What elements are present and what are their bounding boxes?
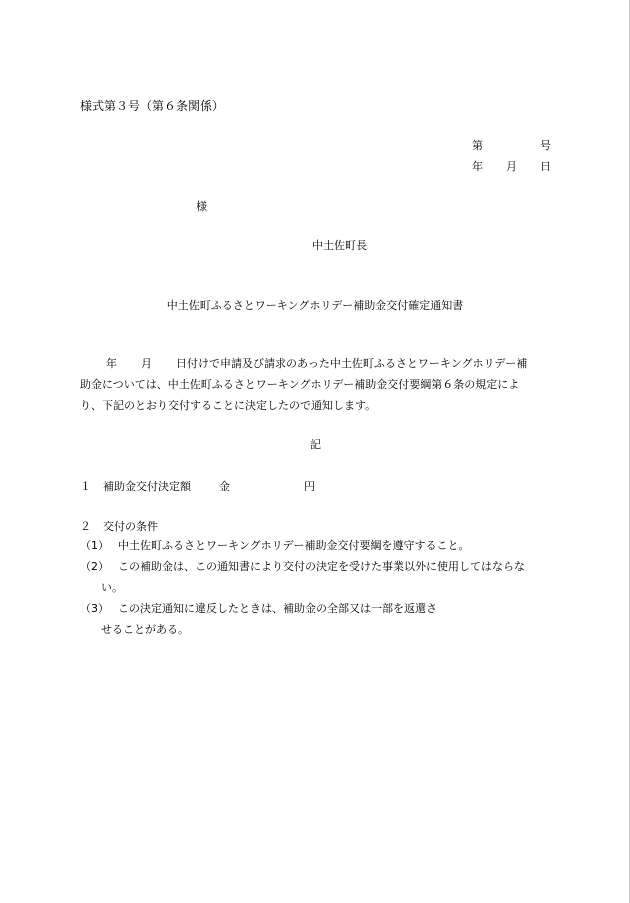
condition-1-text: 中土佐町ふるさとワーキングホリデー補助金交付要綱を遵守すること。: [118, 539, 470, 552]
document-title: 中土佐町ふるさとワーキングホリデー補助金交付確定通知書: [166, 299, 464, 312]
date-day: 日: [540, 160, 551, 173]
condition-3-number: （3）: [80, 602, 109, 615]
item-1-number: １: [80, 480, 91, 493]
date-month: 月: [506, 160, 517, 173]
condition-2-text: この補助金は、この通知書により交付の決定を受けた事業以外に使用してはならな: [118, 560, 525, 573]
body-month: 月: [141, 357, 152, 370]
item-1-en: 円: [304, 480, 315, 493]
item-2-number: ２: [80, 520, 91, 533]
condition-3-text: この決定通知に違反したときは、補助金の全部又は一部を返還さ: [118, 602, 437, 615]
condition-3: [80, 598, 560, 640]
form-label: 様式第３号（第６条関係）: [80, 99, 225, 113]
item-1-kin: 金: [219, 480, 230, 493]
item-1-label: 補助金交付決定額: [103, 480, 191, 493]
sender: 中土佐町長: [312, 239, 367, 252]
body-line-3: り、下記のとおり交付することに決定したので通知します。: [80, 399, 377, 412]
condition-3-cont: せることがある。: [101, 623, 189, 636]
body-year: 年: [106, 357, 117, 370]
condition-2-cont: い。: [101, 581, 123, 594]
body-line-1: [80, 353, 560, 374]
doc-number-dai: 第: [472, 139, 483, 152]
condition-1: [80, 535, 560, 556]
addressee: 様: [196, 200, 207, 213]
doc-number-go: 号: [540, 139, 551, 152]
date-year: 年: [472, 160, 483, 173]
body-line-1-text: 日付けで申請及び請求のあった中土佐町ふるさとワーキングホリデー補: [176, 357, 528, 370]
item-1: [80, 478, 315, 494]
ki-heading: 記: [310, 438, 321, 451]
body-paragraph: [80, 353, 560, 416]
body-line-2: 助金については、中土佐町ふるさとワーキングホリデー補助金交付要綱第６条の規定によ: [80, 378, 520, 391]
item-2-label: 交付の条件: [103, 520, 158, 533]
condition-2-number: （2）: [80, 560, 109, 573]
condition-1-number: （1）: [80, 539, 109, 552]
item-2-heading: [80, 518, 158, 534]
condition-2: [80, 556, 560, 598]
